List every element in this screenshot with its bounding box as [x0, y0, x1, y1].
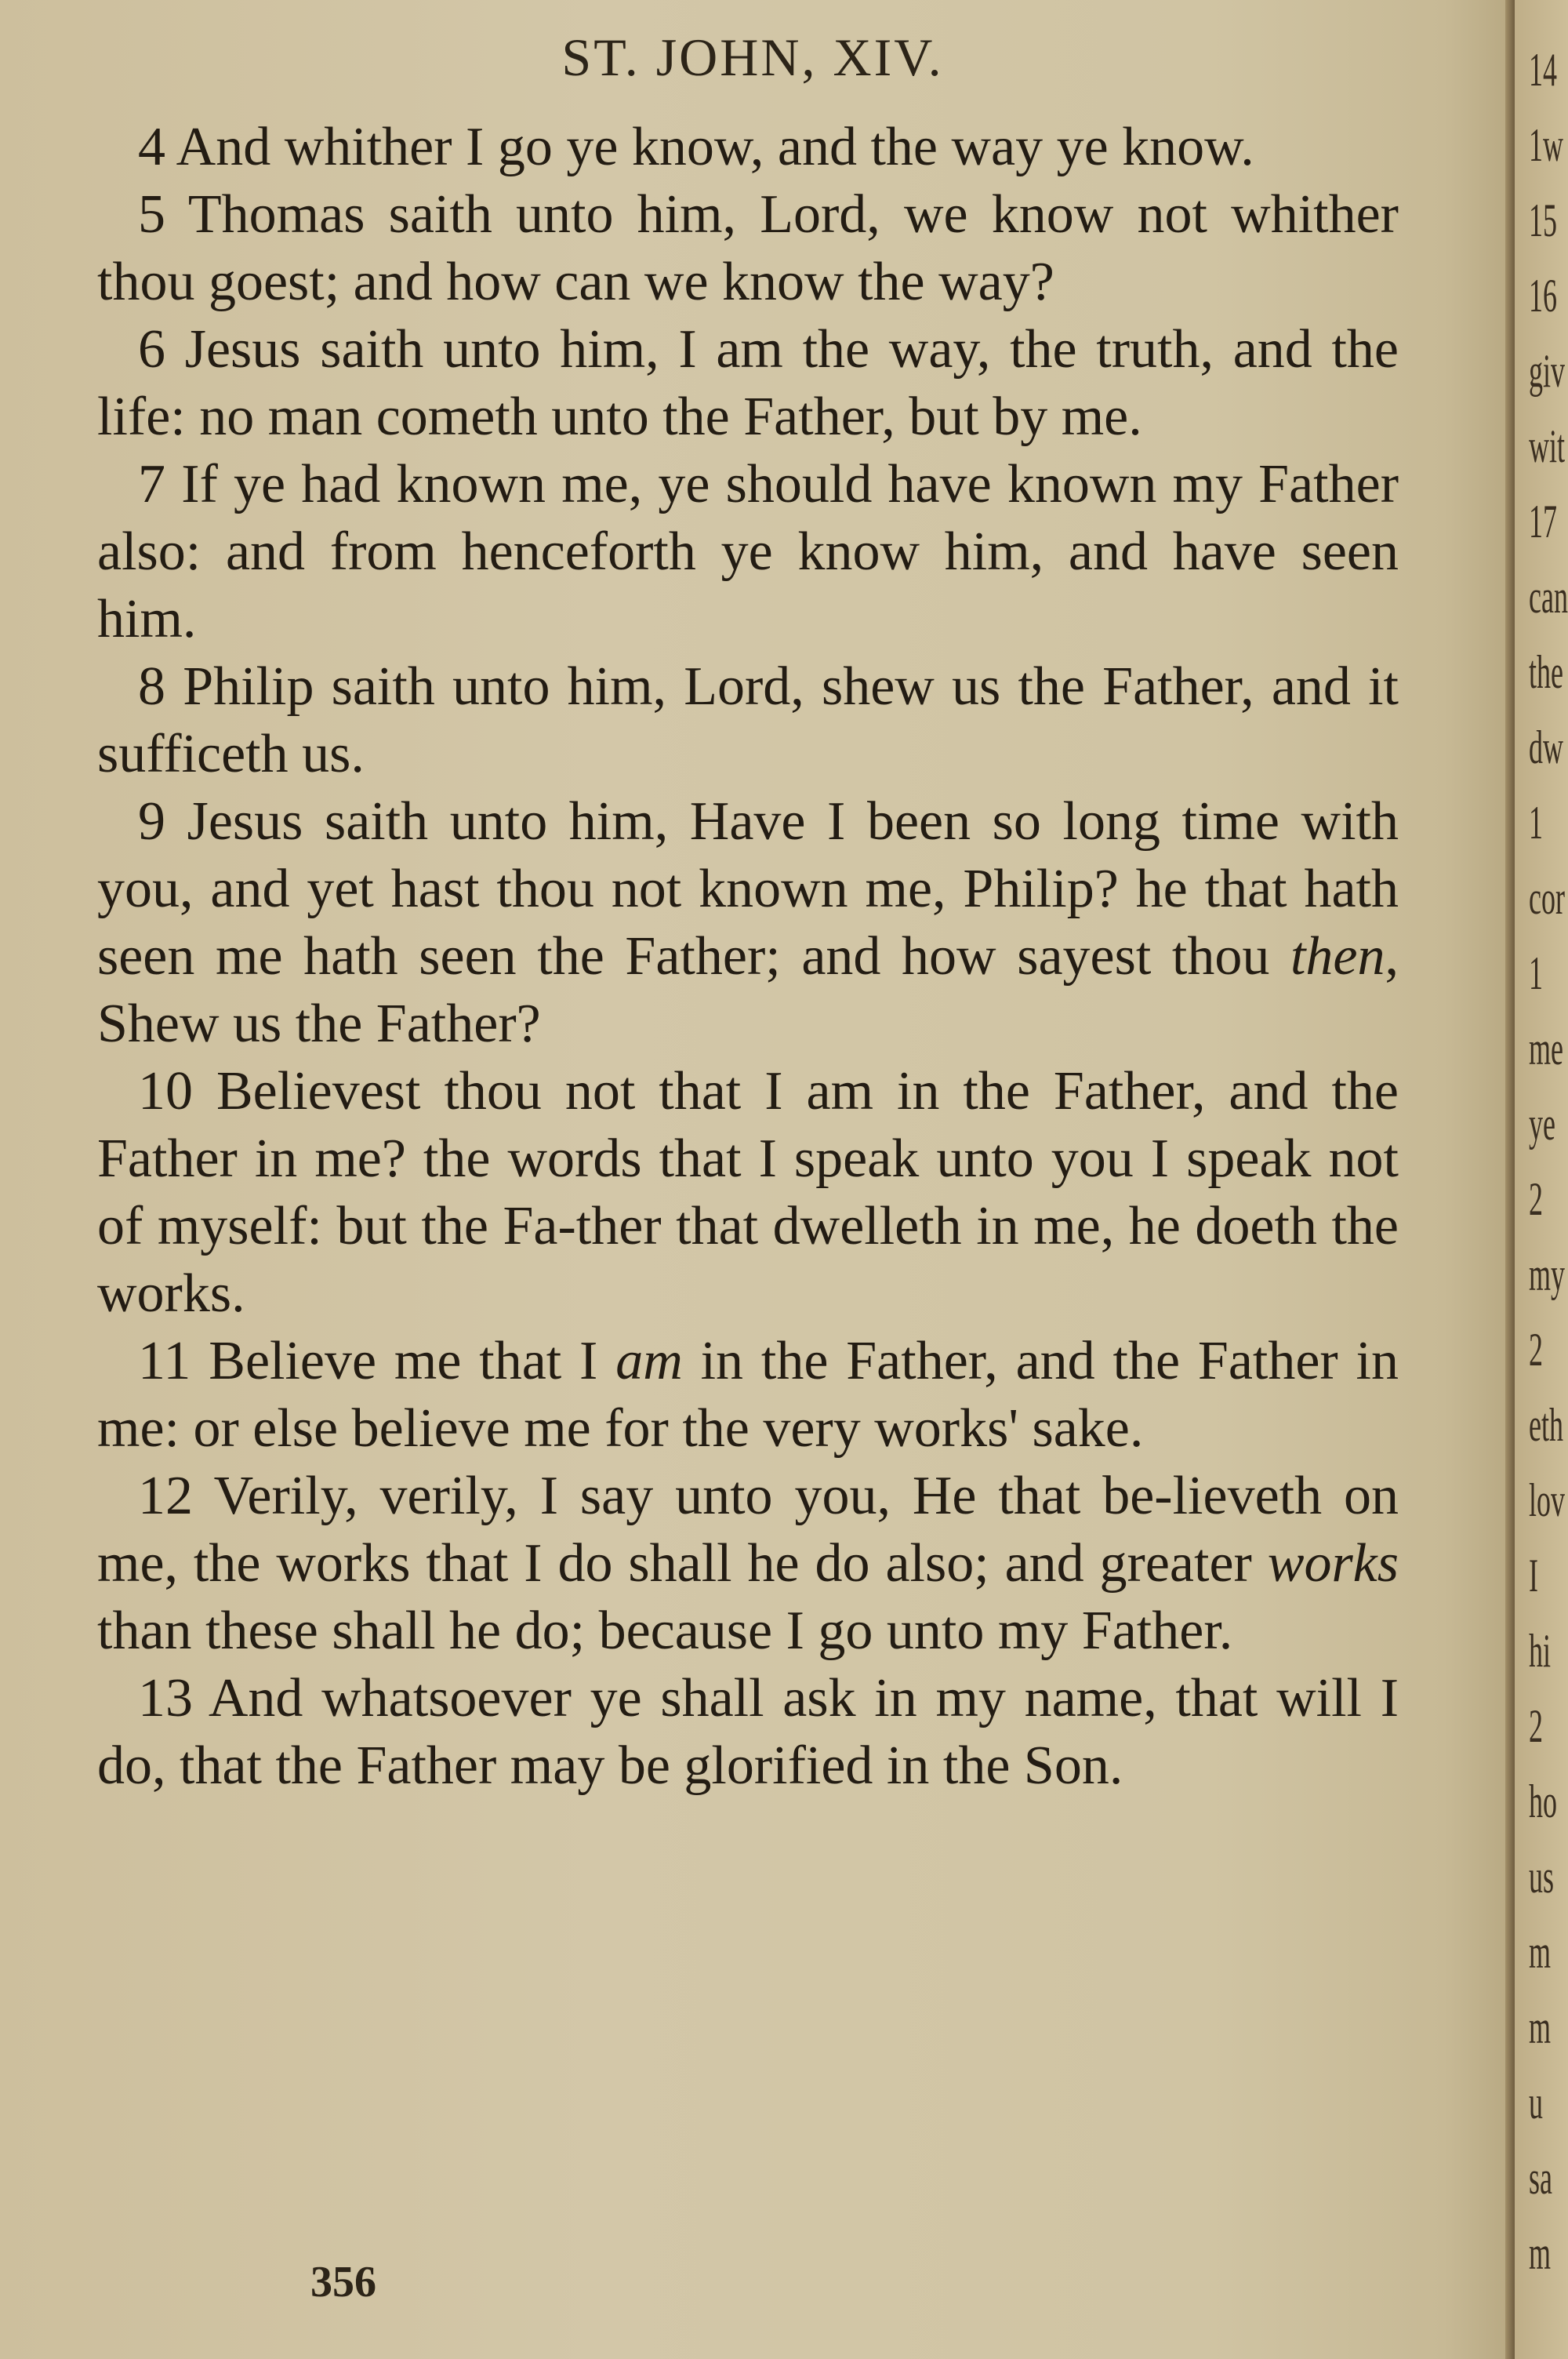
facing-page-fragment: 16: [1529, 270, 1557, 322]
verse-text: , Shew us the Father?: [97, 926, 1399, 1054]
page-number: 356: [310, 2258, 376, 2306]
book-gutter: [1505, 0, 1515, 2359]
verse-text: Believe me that I: [209, 1331, 616, 1391]
verse-text: Verily, verily, I say unto you, He that be-lieveth on me, the works that I do shall he do also; and greater: [97, 1466, 1399, 1594]
verse-number: 5: [138, 184, 165, 245]
facing-page-fragment: eth: [1529, 1399, 1563, 1451]
verse-number: 6: [138, 319, 165, 380]
verse-text: Jesus saith unto him, I am the way, the truth, and the life: no man cometh unto the Father, but by me.: [97, 319, 1399, 447]
verse-text: And whither I go ye know, and the way ye know.: [176, 117, 1254, 177]
facing-page-fragment: 1: [1529, 947, 1543, 999]
verse-text: If ye had known me, ye should have known my Father also: and from henceforth ye know him, and have seen him.: [97, 454, 1399, 649]
verse-number: 10: [138, 1061, 193, 1121]
facing-page-fragment: 14: [1529, 44, 1557, 96]
verse-10: [97, 1058, 1399, 1328]
facing-page-fragment: us: [1529, 1851, 1555, 1903]
verse-text: Thomas saith unto him, Lord, we know not whither thou goest; and how can we know the way?: [97, 184, 1399, 312]
verse-text: than these shall he do; because I go unto my Father.: [97, 1601, 1233, 1661]
verse-text-block: [97, 114, 1399, 1800]
facing-page-fragment: dw: [1529, 722, 1564, 773]
italic-word: works: [1267, 1533, 1399, 1594]
verse-text: Philip saith unto him, Lord, shew us the Father, and it sufficeth us.: [97, 656, 1399, 784]
facing-page-fragment: sa: [1529, 2152, 1552, 2204]
facing-page-fragment: ye: [1529, 1098, 1555, 1150]
verse-11: [97, 1328, 1399, 1463]
verse-6: [97, 316, 1399, 451]
facing-page-fragment: me: [1529, 1023, 1563, 1074]
facing-page-fragment: 17: [1529, 496, 1557, 547]
facing-page-fragment: lov: [1529, 1474, 1566, 1526]
verse-7: [97, 451, 1399, 653]
facing-page-fragment: my: [1529, 1249, 1566, 1300]
verse-text: Jesus saith unto him, Have I been so long time with you, and yet hast thou not known me, Philip? he that hath seen me hath seen the Father; and how sayest thou: [97, 791, 1399, 987]
facing-page-fragment: m: [1529, 1926, 1552, 1978]
facing-page-fragment: cor: [1529, 872, 1565, 924]
running-head: ST. JOHN, XIV.: [561, 27, 944, 87]
verse-number: 11: [138, 1331, 191, 1391]
facing-page-fragment: 2: [1529, 1700, 1543, 1752]
facing-page-edge: [1515, 0, 1568, 2359]
facing-page-fragment: giv: [1529, 345, 1566, 397]
facing-page-fragment: u: [1529, 2077, 1543, 2128]
facing-page-fragment: 15: [1529, 194, 1557, 246]
facing-page-fragment: I: [1529, 1550, 1538, 1601]
verse-number: 7: [138, 454, 165, 514]
facing-page-fragment: m: [1529, 2001, 1552, 2053]
verse-text: in the Father, and the Father in me: or else believe me for the very works' sake.: [97, 1331, 1399, 1459]
facing-page-fragment: 2: [1529, 1324, 1543, 1376]
facing-page-fragment: can: [1529, 571, 1568, 623]
verse-number: 8: [138, 656, 165, 717]
verse-number: 12: [138, 1466, 193, 1526]
facing-page-fragment: ho: [1529, 1776, 1557, 1827]
italic-word: am: [615, 1331, 683, 1391]
verse-8: [97, 653, 1399, 788]
verse-13: [97, 1665, 1399, 1800]
verse-5: [97, 181, 1399, 316]
verse-12: [97, 1463, 1399, 1665]
facing-page-fragment: 2: [1529, 1173, 1543, 1225]
verse-9: [97, 788, 1399, 1058]
verse-number: 9: [138, 791, 165, 852]
facing-page-fragment: 1: [1529, 797, 1543, 849]
facing-page-fragment: hi: [1529, 1625, 1552, 1677]
facing-page-fragment: m: [1529, 2227, 1552, 2279]
italic-word: then: [1290, 926, 1385, 987]
verse-4: [97, 114, 1399, 181]
facing-page-fragment: the: [1529, 646, 1563, 698]
verse-text: And whatsoever ye shall ask in my name, that will I do, that the Father may be glorified in the Son.: [97, 1668, 1399, 1796]
verse-text: Believest thou not that I am in the Father, and the Father in me? the words that I speak unto you I speak not of myself: but the Fa-ther that dwelleth in me, he doeth the works.: [97, 1061, 1399, 1324]
verse-number: 4: [138, 117, 165, 177]
verse-number: 13: [138, 1668, 193, 1728]
facing-page-fragment: wit: [1529, 420, 1566, 472]
facing-page-fragment: 1w: [1529, 119, 1564, 171]
